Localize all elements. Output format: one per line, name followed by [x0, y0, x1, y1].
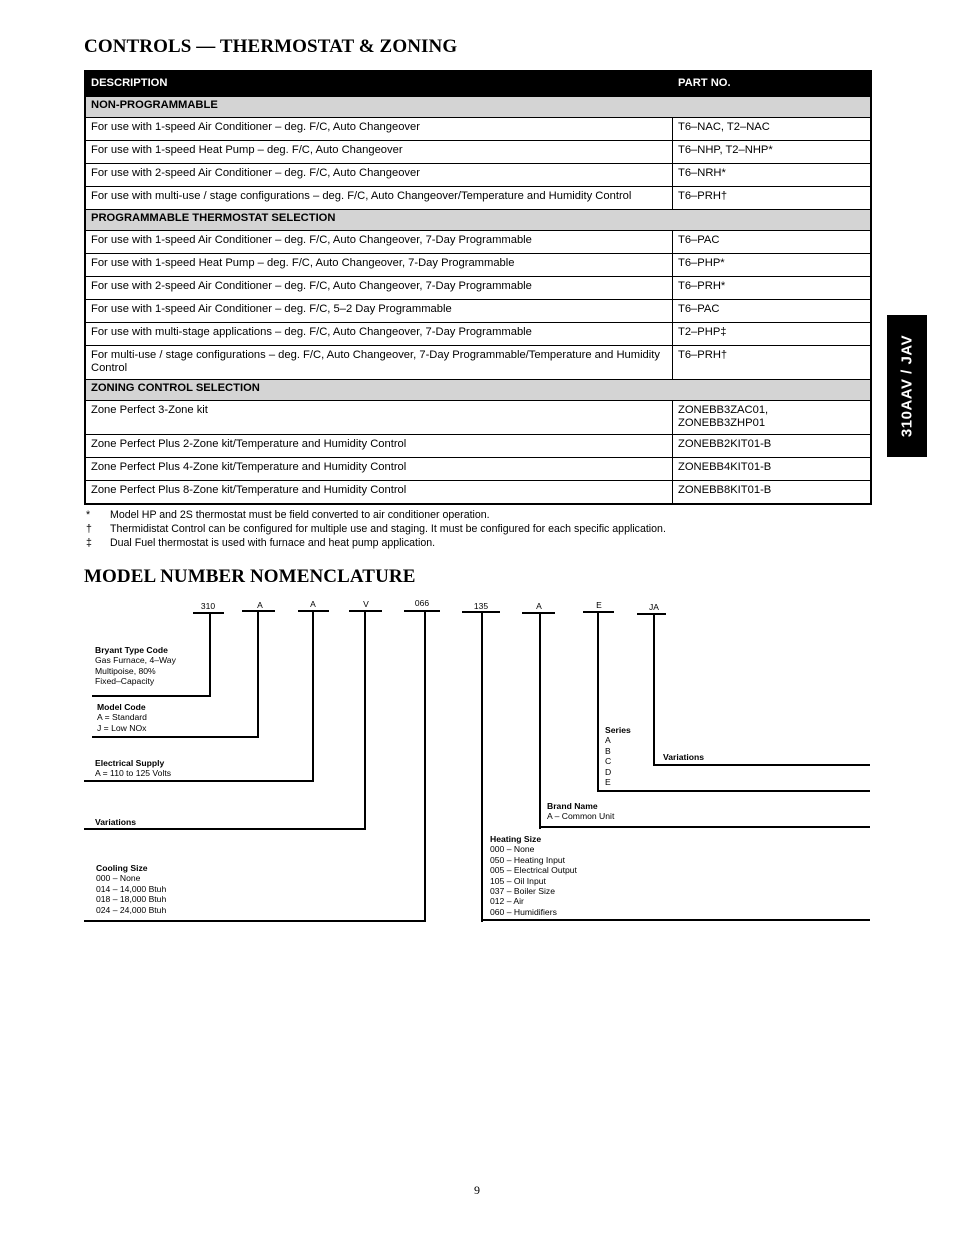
- block-underline: [84, 828, 366, 830]
- part-number-cell: ZONEBB4KIT01-B: [673, 458, 872, 481]
- leader-line: [257, 611, 259, 738]
- block-line: Fixed–Capacity: [95, 676, 155, 687]
- table-row: [85, 300, 871, 323]
- block-title: Model Code: [97, 702, 146, 712]
- electrical-supply-block: [95, 758, 171, 779]
- block-line: A = Standard: [97, 712, 147, 723]
- table-row: [85, 323, 871, 346]
- block-title: Variations: [663, 752, 705, 762]
- block-line: A = 110 to 125 Volts: [95, 768, 172, 779]
- series-block: [605, 725, 631, 787]
- leader-line: [539, 613, 541, 829]
- part-number-cell: T6–PAC: [673, 231, 872, 254]
- code-underline: [637, 613, 666, 615]
- part-number-cell: T6–NRH*: [673, 164, 872, 187]
- controls-table: [84, 70, 872, 505]
- side-tab: [887, 315, 927, 457]
- block-line: Multipoise, 80%: [95, 665, 156, 676]
- variations-right-block: [663, 752, 704, 762]
- block-line: 012 – Air: [490, 896, 524, 907]
- code-char-cooling: 066: [414, 598, 430, 608]
- part-number-cell: T6–PAC: [673, 300, 872, 323]
- model-code-block: [97, 702, 147, 733]
- description-cell: For use with 1-speed Air Conditioner – deg. F/C, 5–2 Day Programmable: [85, 300, 673, 323]
- leader-line: [312, 611, 314, 782]
- block-line: 060 – Humidifiers: [490, 906, 557, 917]
- footnote-symbol: ‡: [86, 537, 92, 549]
- block-title: Series: [605, 725, 631, 735]
- column-header-description: DESCRIPTION: [85, 71, 673, 97]
- code-char-heating: 135: [473, 601, 489, 611]
- leader-line: [209, 613, 211, 696]
- description-cell: For use with 1-speed Heat Pump – deg. F/C, Auto Changeover: [85, 141, 673, 164]
- block-line: 024 – 24,000 Btuh: [96, 904, 167, 915]
- footnote-text: Model HP and 2S thermostat must be field converted to air conditioner operation.: [110, 509, 490, 521]
- description-cell: Zone Perfect 3-Zone kit: [85, 401, 673, 435]
- leader-line: [424, 611, 426, 922]
- description-cell: For use with 2-speed Air Conditioner – deg. F/C, Auto Changeover: [85, 164, 673, 187]
- part-number-cell: ZONEBB8KIT01-B: [673, 481, 872, 505]
- heating-size-block: [490, 834, 577, 917]
- type-code-block: [95, 645, 176, 687]
- code-char-variations: V: [363, 599, 369, 609]
- part-number-cell: ZONEBB2KIT01-B: [673, 435, 872, 458]
- code-char-variations-2: JA: [649, 602, 659, 612]
- footnote: [86, 508, 666, 522]
- table-row: [85, 435, 871, 458]
- block-title: Bryant Type Code: [95, 645, 168, 655]
- description-cell: For use with 1-speed Heat Pump – deg. F/C, Auto Changeover, 7-Day Programmable: [85, 254, 673, 277]
- table-row: [85, 346, 871, 380]
- table-row: [85, 401, 871, 435]
- leader-line: [653, 614, 655, 766]
- block-line: E: [605, 777, 611, 788]
- block-line: 000 – None: [490, 844, 535, 855]
- block-underline: [84, 780, 314, 782]
- page-number: 9: [474, 1183, 480, 1197]
- description-cell: For use with multi-stage applications – deg. F/C, Auto Changeover, 7-Day Programmable: [85, 323, 673, 346]
- part-number-cell: T6–PRH†: [673, 187, 872, 210]
- footnote-text: Thermidistat Control can be configured for multiple use and staging. It must be configured for each specific application.: [110, 523, 666, 535]
- column-header-part-no: PART NO.: [673, 71, 872, 97]
- part-number-cell: T6–NHP, T2–NHP*: [673, 141, 872, 164]
- block-line: 105 – Oil Input: [490, 875, 546, 886]
- block-title: Brand Name: [547, 801, 598, 811]
- leader-line: [481, 612, 483, 922]
- description-cell: For use with 2-speed Air Conditioner – deg. F/C, Auto Changeover, 7-Day Programmable: [85, 277, 673, 300]
- block-line: Gas Furnace, 4–Way: [95, 655, 176, 666]
- description-cell: Zone Perfect Plus 2-Zone kit/Temperature and Humidity Control: [85, 435, 673, 458]
- block-underline: [539, 826, 870, 828]
- leader-line: [597, 612, 599, 792]
- block-underline: [92, 736, 259, 738]
- code-char-series: E: [596, 600, 602, 610]
- block-underline: [92, 695, 211, 697]
- footnote: [86, 522, 666, 536]
- block-line: C: [605, 756, 612, 767]
- description-cell: For use with multi-use / stage configurations – deg. F/C, Auto Changeover/Temperature and Humidity Control: [85, 187, 673, 210]
- part-number-cell: T2–PHP‡: [673, 323, 872, 346]
- footnote-symbol: *: [86, 509, 91, 521]
- block-line: 050 – Heating Input: [490, 854, 566, 865]
- block-line: A – Common Unit: [547, 811, 615, 822]
- table-row: [85, 231, 871, 254]
- table-row: [85, 277, 871, 300]
- block-line: 037 – Boiler Size: [490, 886, 555, 897]
- table-row: [85, 187, 871, 210]
- description-cell: For use with 1-speed Air Conditioner – deg. F/C, Auto Changeover, 7-Day Programmable: [85, 231, 673, 254]
- code-char-electrical: A: [310, 599, 316, 609]
- footnote-symbol: †: [86, 523, 92, 535]
- description-cell: Zone Perfect Plus 4-Zone kit/Temperature and Humidity Control: [85, 458, 673, 481]
- code-underline: [349, 610, 382, 612]
- section-header: ZONING CONTROL SELECTION: [85, 380, 871, 401]
- block-line: 014 – 14,000 Btuh: [96, 883, 167, 894]
- description-cell: Zone Perfect Plus 8-Zone kit/Temperature and Humidity Control: [85, 481, 673, 505]
- part-number-cell: T6–PRH*: [673, 277, 872, 300]
- side-tab-label: 310AAV / JAV: [898, 334, 916, 438]
- description-cell: For use with 1-speed Air Conditioner – deg. F/C, Auto Changeover: [85, 118, 673, 141]
- variations-block: [95, 817, 136, 827]
- description-cell: For multi-use / stage configurations – deg. F/C, Auto Changeover, 7-Day Programmable/Temperature and Humidity Control: [85, 346, 673, 380]
- leader-line: [364, 611, 366, 830]
- code-char-type: 310: [200, 601, 216, 611]
- table-row: [85, 141, 871, 164]
- block-line: 000 – None: [96, 873, 141, 884]
- table-row: [85, 458, 871, 481]
- part-number-cell: ZONEBB3ZAC01, ZONEBB3ZHP01: [673, 401, 872, 435]
- part-number-cell: T6–PRH†: [673, 346, 872, 380]
- footnote-text: Dual Fuel thermostat is used with furnace and heat pump application.: [110, 537, 436, 549]
- block-title: Heating Size: [490, 834, 542, 844]
- block-underline: [84, 920, 426, 922]
- table-row: [85, 118, 871, 141]
- block-underline: [481, 919, 870, 921]
- cooling-size-block: [96, 863, 166, 915]
- part-number-cell: T6–NAC, T2–NAC: [673, 118, 872, 141]
- block-title: Cooling Size: [96, 863, 148, 873]
- section-heading-nomenclature: MODEL NUMBER NOMENCLATURE: [84, 566, 416, 587]
- block-title: Variations: [95, 817, 137, 827]
- code-char-brand: A: [536, 601, 542, 611]
- brand-name-block: [547, 801, 614, 822]
- footnotes: [86, 508, 666, 550]
- block-line: A: [605, 735, 611, 746]
- table-row: [85, 164, 871, 187]
- code-underline: [404, 610, 440, 612]
- block-underline: [653, 764, 870, 766]
- footnote: [86, 536, 666, 550]
- code-underline: [298, 610, 329, 612]
- block-line: 018 – 18,000 Btuh: [96, 894, 167, 905]
- section-heading-controls: CONTROLS — THERMOSTAT & ZONING: [84, 36, 458, 57]
- code-char-model: A: [257, 600, 263, 610]
- block-line: D: [605, 766, 612, 777]
- section-header: PROGRAMMABLE THERMOSTAT SELECTION: [85, 210, 871, 231]
- block-title: Electrical Supply: [95, 758, 165, 768]
- code-underline: [583, 611, 614, 613]
- block-line: B: [605, 745, 611, 756]
- code-underline: [242, 610, 275, 612]
- block-line: J = Low NOx: [97, 722, 147, 733]
- part-number-cell: T6–PHP*: [673, 254, 872, 277]
- block-line: 005 – Electrical Output: [490, 865, 577, 876]
- section-header: NON-PROGRAMMABLE: [85, 97, 871, 118]
- table-row: [85, 254, 871, 277]
- table-row: [85, 481, 871, 505]
- block-underline: [597, 790, 870, 792]
